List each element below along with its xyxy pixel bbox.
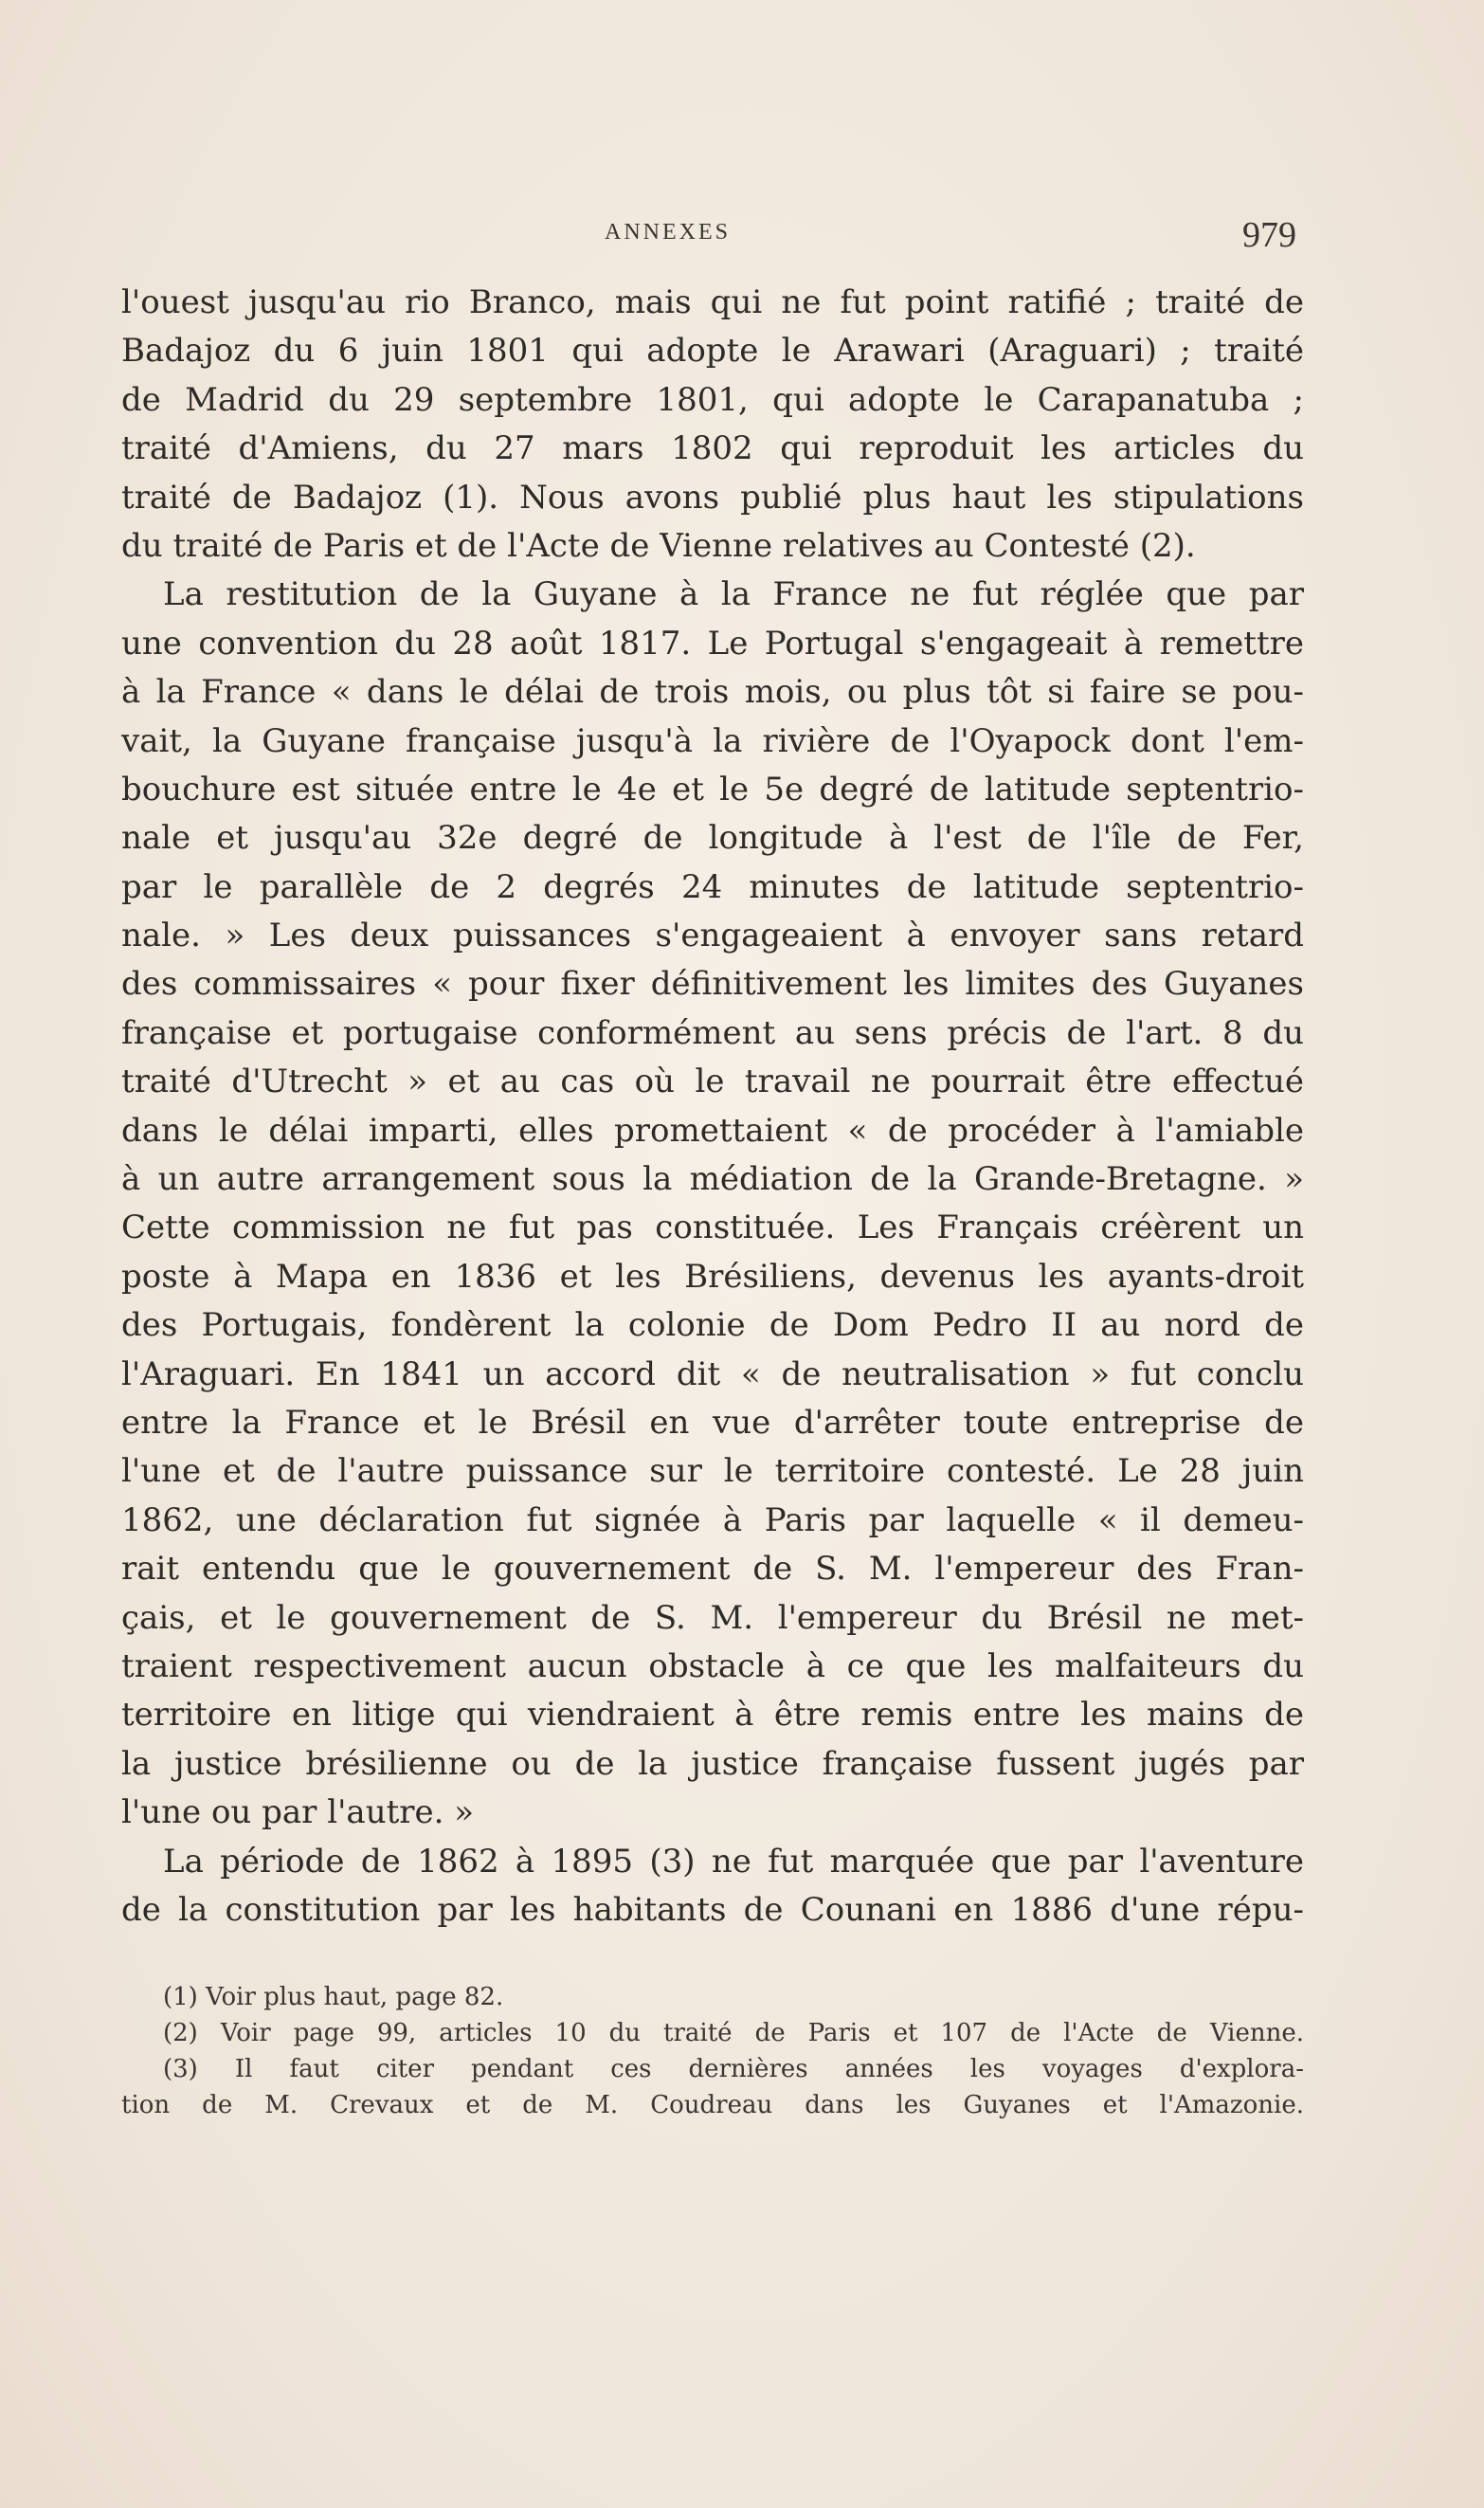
text-line: à un autre arrangement sous la médiation de la Grande-Bretagne. » bbox=[121, 1160, 1304, 1199]
text-line: de la constitution par les habitants de Counani en 1886 d'une répu- bbox=[121, 1890, 1304, 1929]
page-number: 979 bbox=[1242, 215, 1296, 255]
text-line: des commissaires « pour fixer définitivement les limites des Guyanes bbox=[121, 965, 1304, 1004]
text-line: çais, et le gouvernement de S. M. l'empereur du Brésil ne met- bbox=[121, 1598, 1304, 1637]
footnote-line: (2) Voir page 99, articles 10 du traité de Paris et 107 de l'Acte de Vienne. bbox=[163, 2019, 1304, 2047]
body-text bbox=[121, 279, 1304, 1935]
text-line: Cette commission ne fut pas constituée. Les Français créèrent un bbox=[121, 1209, 1304, 1247]
text-line: rait entendu que le gouvernement de S. M. l'empereur des Fran- bbox=[121, 1550, 1304, 1589]
text-line: l'une et de l'autre puissance sur le territoire contesté. Le 28 juin bbox=[121, 1452, 1304, 1491]
text-line: du traité de Paris et de l'Acte de Vienne relatives au Contesté (2). bbox=[121, 526, 1196, 565]
text-line: la justice brésilienne ou de la justice française fussent jugés par bbox=[121, 1744, 1304, 1783]
text-line: dans le délai imparti, elles promettaient « de procéder à l'amiable bbox=[121, 1111, 1304, 1150]
text-line: traité d'Utrecht » et au cas où le travail ne pourrait être effectué bbox=[121, 1063, 1304, 1101]
text-line: bouchure est située entre le 4e et le 5e degré de latitude septentrio- bbox=[121, 770, 1304, 809]
text-line: poste à Mapa en 1836 et les Brésiliens, devenus les ayants-droit bbox=[121, 1257, 1304, 1296]
text-line: une convention du 28 août 1817. Le Portugal s'engageait à remettre bbox=[121, 624, 1304, 663]
text-line: Badajoz du 6 juin 1801 qui adopte le Arawari (Araguari) ; traité bbox=[121, 332, 1304, 371]
text-line: l'une ou par l'autre. » bbox=[121, 1793, 475, 1832]
running-title: ANNEXES bbox=[605, 220, 731, 245]
text-line: entre la France et le Brésil en vue d'arrêter toute entreprise de bbox=[121, 1403, 1304, 1442]
text-line: de Madrid du 29 septembre 1801, qui adopte le Carapanatuba ; bbox=[121, 380, 1304, 419]
footnote-line: tion de M. Crevaux et de M. Coudreau dans les Guyanes et l'Amazonie. bbox=[121, 2091, 1304, 2119]
text-line: des Portugais, fondèrent la colonie de Dom Pedro II au nord de bbox=[121, 1306, 1304, 1345]
text-line: traité d'Amiens, du 27 mars 1802 qui reproduit les articles du bbox=[121, 429, 1304, 468]
text-line: territoire en litige qui viendraient à être remis entre les mains de bbox=[121, 1696, 1304, 1735]
text-line: l'ouest jusqu'au rio Branco, mais qui ne fut point ratifié ; traité de bbox=[121, 283, 1304, 321]
footnote-line: (1) Voir plus haut, page 82. bbox=[163, 1983, 504, 2011]
running-head bbox=[121, 210, 1296, 267]
text-line: traient respectivement aucun obstacle à ce que les malfaiteurs du bbox=[121, 1646, 1304, 1685]
text-line: nale. » Les deux puissances s'engageaient à envoyer sans retard bbox=[121, 917, 1304, 955]
text-line: La restitution de la Guyane à la France ne fut réglée que par bbox=[163, 575, 1304, 614]
text-line: La période de 1862 à 1895 (3) ne fut marquée que par l'aventure bbox=[163, 1842, 1304, 1881]
footnote-line: (3) Il faut citer pendant ces dernières années les voyages d'explora- bbox=[163, 2055, 1304, 2083]
text-line: l'Araguari. En 1841 un accord dit « de neutralisation » fut conclu bbox=[121, 1354, 1304, 1393]
text-line: vait, la Guyane française jusqu'à la rivière de l'Oyapock dont l'em- bbox=[121, 721, 1304, 760]
text-line: française et portugaise conformément au sens précis de l'art. 8 du bbox=[121, 1013, 1304, 1052]
text-line: traité de Badajoz (1). Nous avons publié plus haut les stipulations bbox=[121, 478, 1304, 517]
footnotes bbox=[121, 1979, 1304, 2123]
text-line: par le parallèle de 2 degrés 24 minutes de latitude septentrio- bbox=[121, 867, 1304, 906]
text-line: nale et jusqu'au 32e degré de longitude à l'est de l'île de Fer, bbox=[121, 819, 1304, 858]
text-line: à la France « dans le délai de trois mois, ou plus tôt si faire se pou- bbox=[121, 673, 1304, 712]
text-line: 1862, une déclaration fut signée à Paris par laquelle « il demeu- bbox=[121, 1500, 1304, 1539]
